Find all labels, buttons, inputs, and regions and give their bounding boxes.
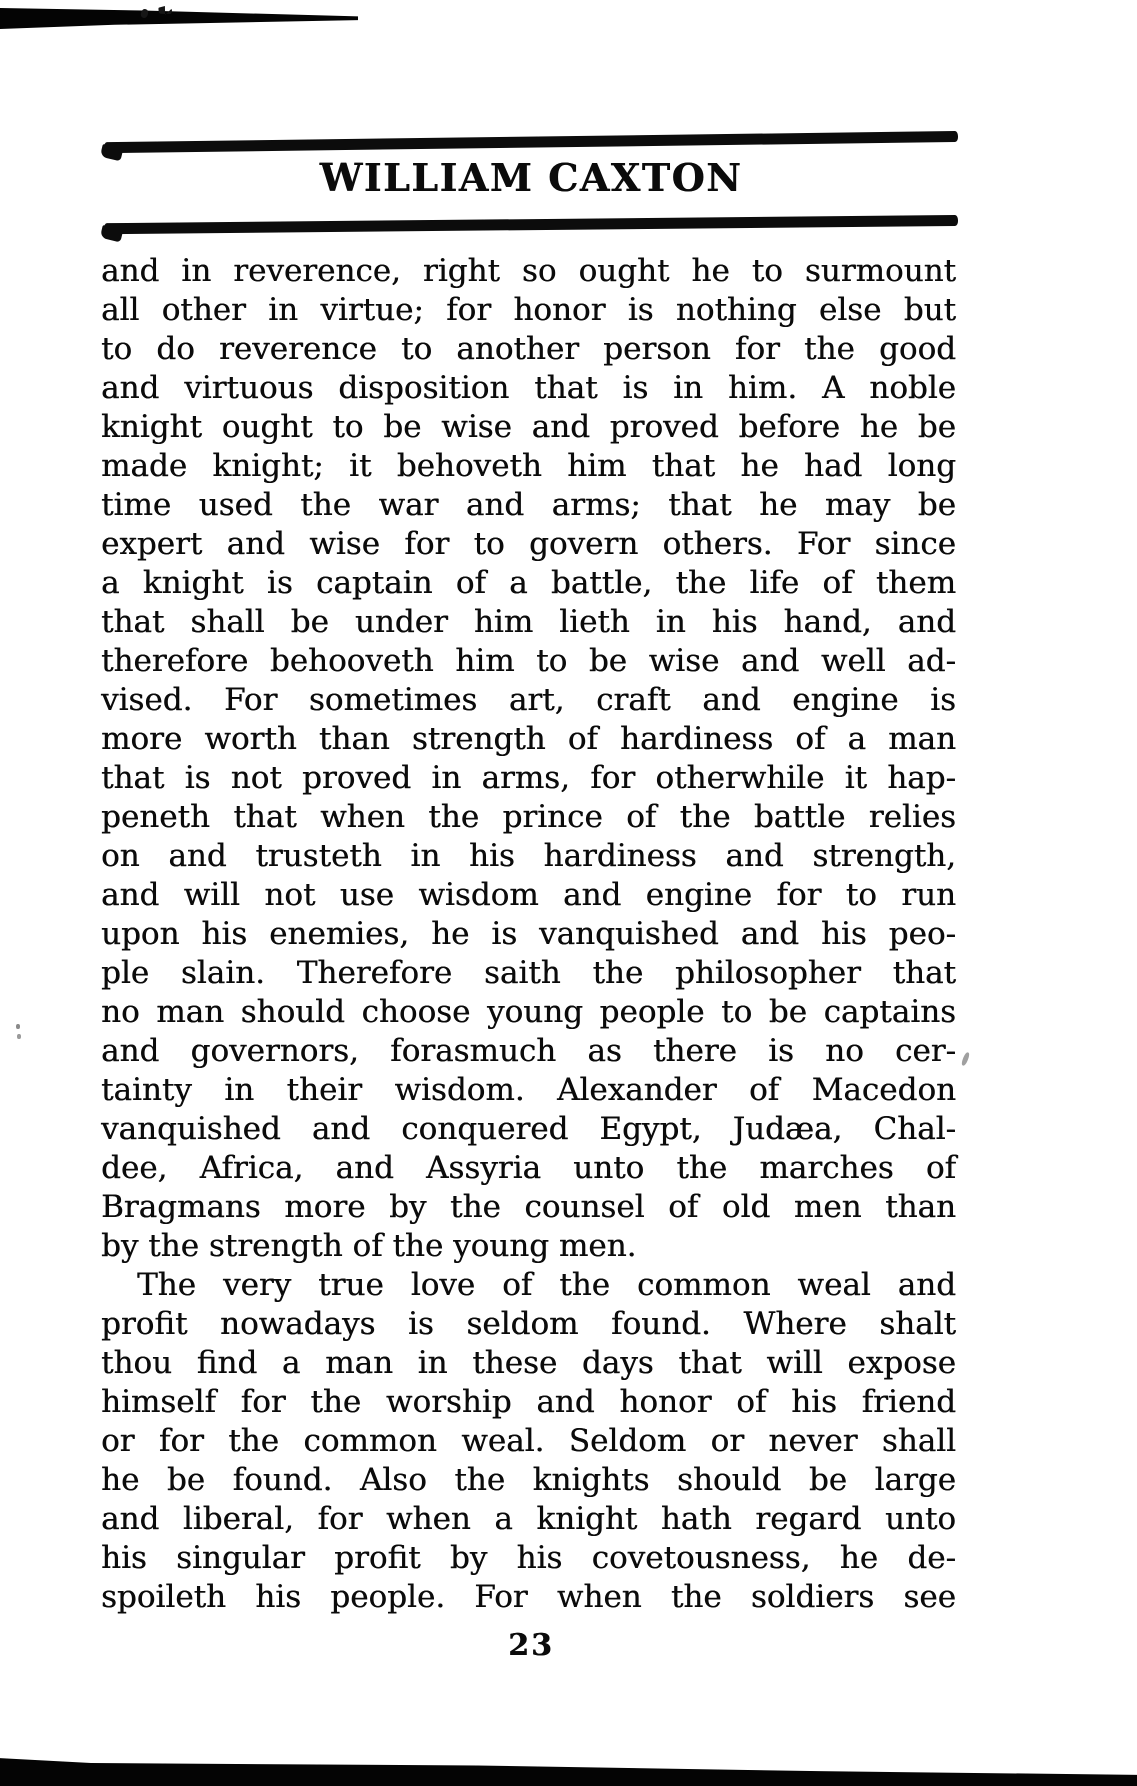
text-line: on and trusteth in his hardiness and strength, [101,838,956,874]
text-line: and liberal, for when a knight hath regard unto [101,1501,956,1537]
text-line: or for the common weal. Seldom or never shall [101,1423,956,1459]
text-line: peneth that when the prince of the battle relies [101,799,956,835]
text-line: a knight is captain of a battle, the life of them [101,565,956,601]
text-line: to do reverence to another person for the good [101,331,956,367]
text-line: knight ought to be wise and proved before he be [101,409,956,445]
text-line: spoileth his people. For when the soldiers see [101,1579,956,1615]
text-line: profit nowadays is seldom found. Where shalt [101,1306,956,1342]
text-line: himself for the worship and honor of his friend [101,1384,956,1420]
text-line: thou find a man in these days that will expose [101,1345,956,1381]
text-line: no man should choose young people to be captains [101,994,956,1030]
text-line: made knight; it behoveth him that he had long [101,448,956,484]
text-line: upon his enemies, he is vanquished and his peo- [101,916,956,952]
text-line: therefore behooveth him to be wise and well ad- [101,643,956,679]
header-rule-top [104,131,958,153]
text-line: tainty in their wisdom. Alexander of Macedon [101,1072,956,1108]
text-line: dee, Africa, and Assyria unto the marches of [101,1150,956,1186]
text-line: The very true love of the common weal and [137,1267,956,1303]
header-rule-bottom [104,215,958,234]
page-title: WILLIAM CAXTON [319,155,743,200]
scan-artifact-bottom [0,1755,1137,1786]
text-line: his singular profit by his covetousness, he de- [101,1540,956,1576]
scan-artifact-top-left [0,8,358,29]
text-line: and governors, forasmuch as there is no cer- [101,1033,956,1069]
text-line: that shall be under him lieth in his hand, and [101,604,956,640]
page-number: 23 [508,1628,554,1663]
text-line: and virtuous disposition that is in him. A noble [101,370,956,406]
text-line: by the strength of the young men. [101,1228,637,1264]
text-line: vanquished and conquered Egypt, Judæa, Chal- [101,1111,956,1147]
scan-speck [961,1052,971,1067]
text-line: time used the war and arms; that he may be [101,487,956,523]
text-line: vised. For sometimes art, craft and engine is [101,682,956,718]
text-line: and will not use wisdom and engine for to run [101,877,956,913]
text-line: he be found. Also the knights should be large [101,1462,956,1498]
scan-speck [16,1024,20,1029]
text-line: Bragmans more by the counsel of old men than [101,1189,956,1225]
body-text-block [101,252,956,1617]
text-line: that is not proved in arms, for otherwhile it hap- [101,760,956,796]
text-line: more worth than strength of hardiness of a man [101,721,956,757]
text-line: ple slain. Therefore saith the philosopher that [101,955,956,991]
text-line: and in reverence, right so ought he to surmount [101,253,956,289]
text-line: all other in virtue; for honor is nothing else but [101,292,956,328]
text-line: expert and wise for to govern others. For since [101,526,956,562]
